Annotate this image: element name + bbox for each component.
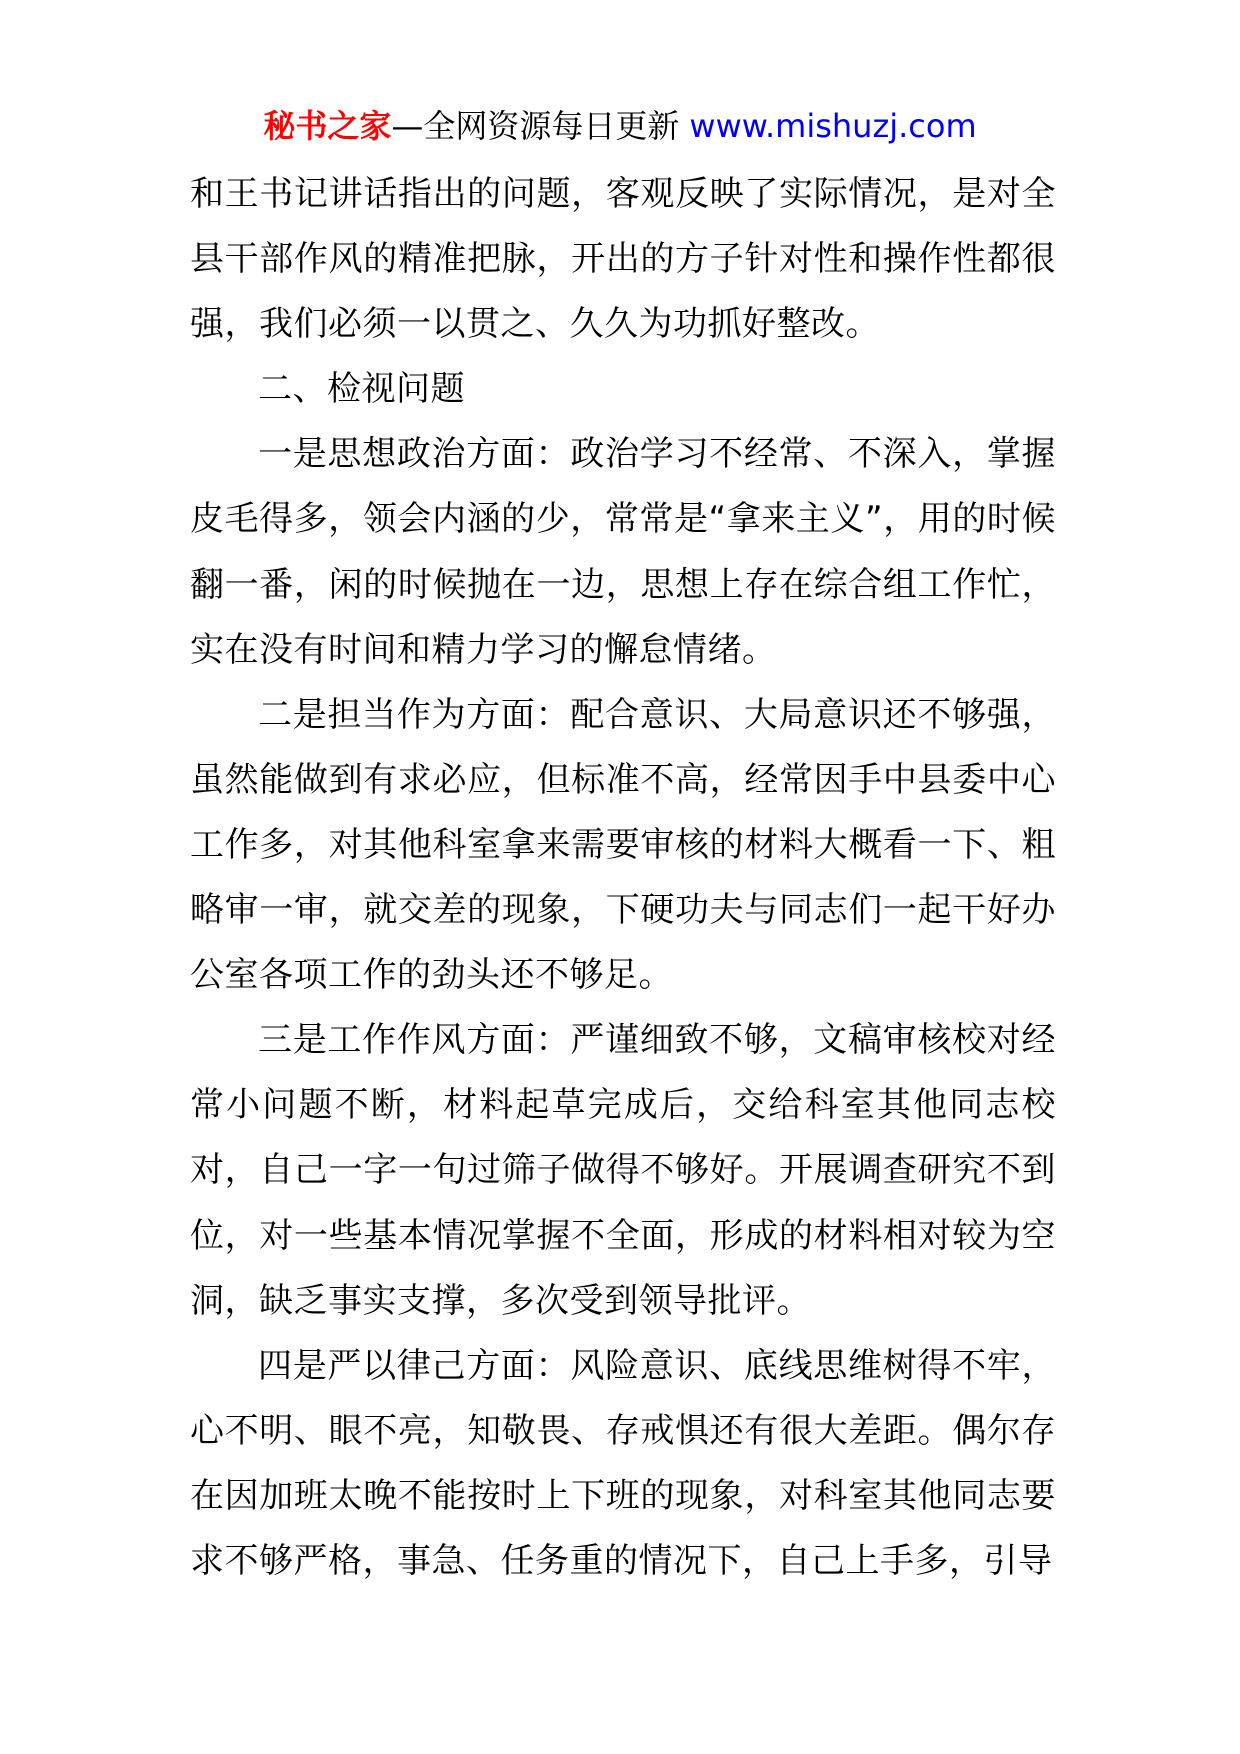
site-header: [0, 104, 1240, 148]
paragraph-continuation: 和王书记讲话指出的问题，客观反映了实际情况，是对全县干部作风的精准把脉，开出的方子针对性和操作性都很强，我们必须一以贯之、久久为功抓好整改。: [190, 174, 1056, 345]
site-brand: 秘书之家: [263, 107, 392, 145]
site-url-link[interactable]: www.mishuzj.com: [689, 107, 977, 145]
paragraph-work-style: 三是工作作风方面：严谨细致不够，文稿审核校对经常小问题不断，材料起草完成后，交给科室其他同志校对，自己一字一句过筛子做得不够好。开展调查研究不到位，对一些基本情况掌握不全面，形成的材料相对较为空洞，缺乏事实支撑，多次受到领导批评。: [190, 1020, 1056, 1321]
paragraph-self-discipline: 四是严以律己方面：风险意识、底线思维树得不牢，心不明、眼不亮，知敬畏、存戒惧还有很大差距。偶尔存在因加班太晚不能按时上下班的现象，对科室其他同志要求不够严格，事急、任务重的情况下，自己上手多，引导: [190, 1345, 1056, 1581]
site-tagline: —全网资源每日更新: [391, 107, 680, 145]
paragraph-responsibility: 二是担当作为方面：配合意识、大局意识还不够强，虽然能做到有求必应，但标准不高，经常因手中县委中心工作多，对其他科室拿来需要审核的材料大概看一下、粗略审一审，就交差的现象，下硬功夫与同志们一起干好办公室各项工作的劲头还不够足。: [190, 694, 1056, 996]
paragraph-political: 一是思想政治方面：政治学习不经常、不深入，掌握皮毛得多，领会内涵的少，常常是“拿来主义”，用的时候翻一番，闲的时候抛在一边，思想上存在综合组工作忙，实在没有时间和精力学习的懈怠情绪。: [190, 434, 1056, 670]
section-heading: 二、检视问题: [258, 369, 465, 410]
document-body: [190, 162, 1056, 1594]
